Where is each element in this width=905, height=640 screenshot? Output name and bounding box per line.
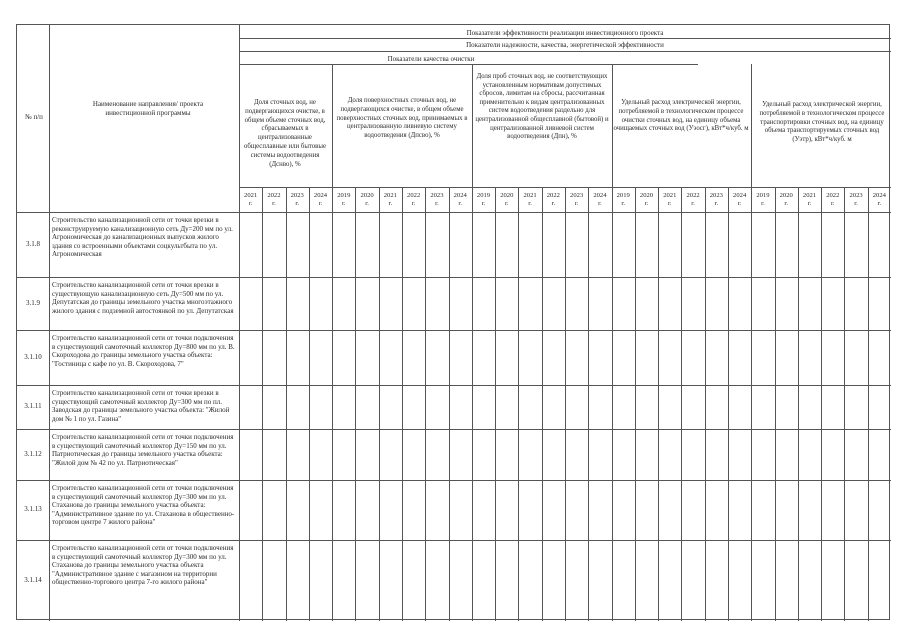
quality-divider: [239, 64, 698, 65]
year-header-cell: [799, 192, 821, 208]
header-quality-title: Показатели качества очистки: [387, 55, 475, 63]
indicator-header-4: Удельный расход электрической энергии, потребляемой в технологическом процессе очистки сточных вод, на единицу объема очищаемых сточных вод (Уэосг), кВт*ч/куб. м: [613, 99, 749, 133]
year-unit: г.: [411, 200, 416, 207]
year-unit: г.: [644, 200, 649, 207]
year-header-cell: [379, 192, 401, 208]
year-value: 2024: [872, 192, 886, 199]
row-number: 3.1.10: [24, 352, 42, 361]
year-header-cell: [449, 192, 471, 208]
row-project-description: Строительство канализационной сети от точки подключения в существующий самотечный коллектор Ду=300 мм по ул. Стаханова до границы земельного участка объекта: "Административное здание по ул. Стаханова в общественно-торговом центре 7 жилого района": [52, 484, 235, 527]
year-value: 2020: [779, 192, 793, 199]
year-header-cell: [612, 192, 634, 208]
year-value: 2023: [430, 192, 444, 199]
year-column-divider: [775, 187, 776, 621]
indicator-group-divider: [332, 64, 333, 621]
year-value: 2020: [360, 192, 374, 199]
year-value: 2024: [453, 192, 467, 199]
year-column-divider: [798, 187, 799, 621]
row-project-description: Строительство канализационной сети от точки подключения в существующий самотечный коллектор Ду=800 мм по ул. В. Скороходова до границы земельного участка объекта: "Гостиница с кафе по ул. В. Скороходова, 7": [52, 334, 235, 368]
row-divider: [17, 330, 891, 331]
year-unit: г.: [504, 200, 509, 207]
year-unit: г.: [551, 200, 556, 207]
title-divider: [239, 38, 891, 39]
year-header-cell: [356, 192, 378, 208]
header-bottom: [17, 212, 891, 213]
indicator-header-3: Доля проб сточных вод, не соответствующих установленным нормативам допустимых сбросов, лимитам на сбросы, рассчитанная применительно к видам централизованных систем водоотведения раздельно для централизованной общесплавной (бытовой) и централизованной ливневой систем водоотведения (Дпн), %: [475, 73, 609, 141]
indicator-header-2: Доля поверхностных сточных вод, не подвергающихся очистке, в общем объеме поверхностных сточных вод, принимаемых в централизованную ливневую систему водоотведения (Дпсво), %: [336, 97, 468, 140]
year-value: 2021: [663, 192, 677, 199]
year-unit: г.: [435, 200, 439, 207]
year-header-cell: [263, 192, 285, 208]
year-value: 2024: [733, 192, 747, 199]
year-value: 2021: [802, 192, 817, 199]
header-efficiency-title: Показатели эффективности реализации инвестиционного проекта: [466, 29, 664, 37]
year-column-divider: [309, 187, 310, 621]
year-header-cell: [659, 192, 681, 208]
year-column-divider: [355, 187, 356, 621]
year-unit: г.: [528, 200, 532, 207]
indicator-group-divider: [612, 64, 613, 621]
year-value: 2022: [686, 192, 700, 199]
row-number: 3.1.12: [24, 449, 42, 458]
year-column-divider: [588, 187, 589, 621]
row-project-description: Строительство канализационной сети от точки подключения в существующий самотечный коллектор Ду=300 мм по ул. Стаханова до границы земельного участка объекта "Административное здание с магазином на территории общественно-торгового центра 7-го жилого района": [52, 544, 234, 587]
year-column-divider: [449, 187, 450, 621]
year-header-cell: [542, 192, 564, 208]
indicator-header-1: Доля сточных вод, не подвергающихся очистке, в общем объеме сточных вод, сбрасываемых в централизованные общесплавные или бытовые системы водоотведения (Дснво), %: [244, 99, 326, 168]
year-value: 2023: [709, 192, 723, 199]
year-header-cell: [240, 192, 262, 208]
year-unit: г.: [807, 200, 812, 207]
indicator-header-5: Удельный расход электрической энергии, потребляемой в технологическом процессе транспортировки сточных вод, на единицу объема транспортируемых сточных вод (Уэтр), кВт*ч/куб. м: [759, 101, 885, 144]
indicator-group-divider: [472, 64, 473, 621]
row-number: 3.1.9: [26, 298, 40, 307]
year-unit: г.: [365, 200, 369, 207]
year-column-divider: [844, 187, 845, 621]
year-unit: г.: [481, 200, 486, 207]
year-value: 2019: [476, 192, 491, 199]
year-header-cell: [845, 192, 867, 208]
year-header-cell: [519, 192, 541, 208]
row-divider: [17, 540, 891, 541]
year-header-cell: [473, 192, 495, 208]
year-column-divider: [495, 187, 496, 621]
year-unit: г.: [574, 200, 579, 207]
row-number: 3.1.14: [24, 575, 42, 584]
year-column-divider: [635, 187, 636, 621]
row-project-description: Строительство канализационной сети от точки подключения в существующий самотечный коллектор Ду=150 мм по ул. Патриотическая до границы земельного участка объекта: "Жилой дом № 42 по ул. Патриотическая": [52, 433, 234, 467]
year-unit: г.: [877, 200, 882, 207]
reliability-divider: [239, 51, 891, 52]
row-project-description: Строительство канализационной сети от точки врезки в реконструируемую канализационную сеть Ду=200 мм по ул. Агрономическая до канализационных выпусков жилого здания со встроенными объектами соцкультбыта по ул. Агрономическая: [52, 216, 233, 259]
year-unit: г.: [295, 200, 299, 207]
year-column-divider: [402, 187, 403, 621]
year-unit: г.: [598, 200, 602, 207]
row-divider: [17, 277, 891, 278]
name-column-divider: [239, 25, 240, 621]
year-column-divider: [379, 187, 380, 621]
year-header-cell: [868, 192, 890, 208]
row-number: 3.1.11: [24, 402, 42, 410]
year-value: 2019: [616, 192, 630, 199]
year-header-cell: [729, 192, 751, 208]
year-value: 2021: [383, 192, 397, 199]
year-value: 2022: [826, 192, 840, 199]
year-header-cell: [566, 192, 588, 208]
year-header-cell: [310, 192, 332, 208]
year-value: 2023: [290, 192, 304, 199]
year-value: 2020: [500, 192, 514, 199]
year-unit: г.: [784, 200, 788, 207]
year-unit: г.: [341, 200, 346, 207]
year-column-divider: [425, 187, 426, 621]
row-divider: [17, 385, 891, 386]
column-header-number: № п/п: [25, 113, 43, 121]
year-column-divider: [565, 187, 566, 621]
year-value: 2022: [267, 192, 281, 199]
header-reliability-title: Показатели надежности, качества, энергетической эффективности: [466, 41, 664, 49]
year-header-cell: [403, 192, 425, 208]
year-header-cell: [752, 192, 774, 208]
indicator-group-divider: [751, 64, 752, 621]
column-header-project-name: Наименование направления/ проекта инвестиционной программы: [92, 100, 204, 117]
year-column-divider: [821, 187, 822, 621]
year-unit: г.: [761, 200, 765, 207]
year-header-cell: [822, 192, 844, 208]
year-unit: г.: [272, 200, 276, 207]
row-number: 3.1.13: [24, 505, 42, 513]
number-column-divider: [49, 25, 50, 621]
year-unit: г.: [830, 200, 835, 207]
year-column-divider: [868, 187, 869, 621]
year-value: 2024: [313, 192, 328, 199]
year-header-cell: [636, 192, 658, 208]
row-divider: [17, 480, 891, 481]
year-column-divider: [518, 187, 519, 621]
row-number: 3.1.8: [26, 239, 40, 248]
year-unit: г.: [667, 200, 672, 207]
year-unit: г.: [854, 200, 858, 207]
year-header-cell: [426, 192, 448, 208]
year-header-cell: [286, 192, 308, 208]
row-divider: [17, 429, 891, 430]
year-unit: г.: [388, 200, 393, 207]
year-column-divider: [658, 187, 659, 621]
year-unit: г.: [248, 200, 253, 207]
year-header-cell: [775, 192, 797, 208]
year-value: 2020: [639, 192, 654, 199]
year-unit: г.: [621, 200, 625, 207]
year-column-divider: [542, 187, 543, 621]
year-value: 2022: [546, 192, 560, 199]
year-value: 2019: [337, 192, 351, 199]
year-value: 2023: [849, 192, 863, 199]
year-header-cell: [682, 192, 704, 208]
year-unit: г.: [458, 200, 462, 207]
year-column-divider: [286, 187, 287, 621]
year-header-cell: [589, 192, 611, 208]
year-value: 2021: [244, 192, 258, 199]
year-header-cell: [333, 192, 355, 208]
year-value: 2024: [593, 192, 607, 199]
row-project-description: Строительство канализационной сети от точки врезки в существующую канализационную сеть Ду=500 мм по ул. Депутатская до границы земельного участка многоэтажного жилого здания с подземной автостоянкой по ул. Депутатская: [52, 281, 234, 315]
year-value: 2021: [523, 192, 537, 199]
year-unit: г.: [318, 200, 323, 207]
year-column-divider: [262, 187, 263, 621]
row-project-description: Строительство канализационной сети от точки врезки в существующий самотечный коллектор Ду=300 мм по пл. Заводская до границы земельного участка объекта: "Жилой дом № 1 по ул. Газина": [52, 389, 230, 423]
year-header-cell: [705, 192, 727, 208]
year-header-cell: [496, 192, 518, 208]
year-value: 2022: [407, 192, 421, 199]
year-value: 2019: [756, 192, 770, 199]
year-value: 2023: [570, 192, 584, 199]
indicators-table: [16, 24, 890, 620]
year-column-divider: [681, 187, 682, 621]
year-column-divider: [705, 187, 706, 621]
year-unit: г.: [737, 200, 742, 207]
year-column-divider: [728, 187, 729, 621]
year-unit: г.: [691, 200, 695, 207]
year-unit: г.: [714, 200, 719, 207]
